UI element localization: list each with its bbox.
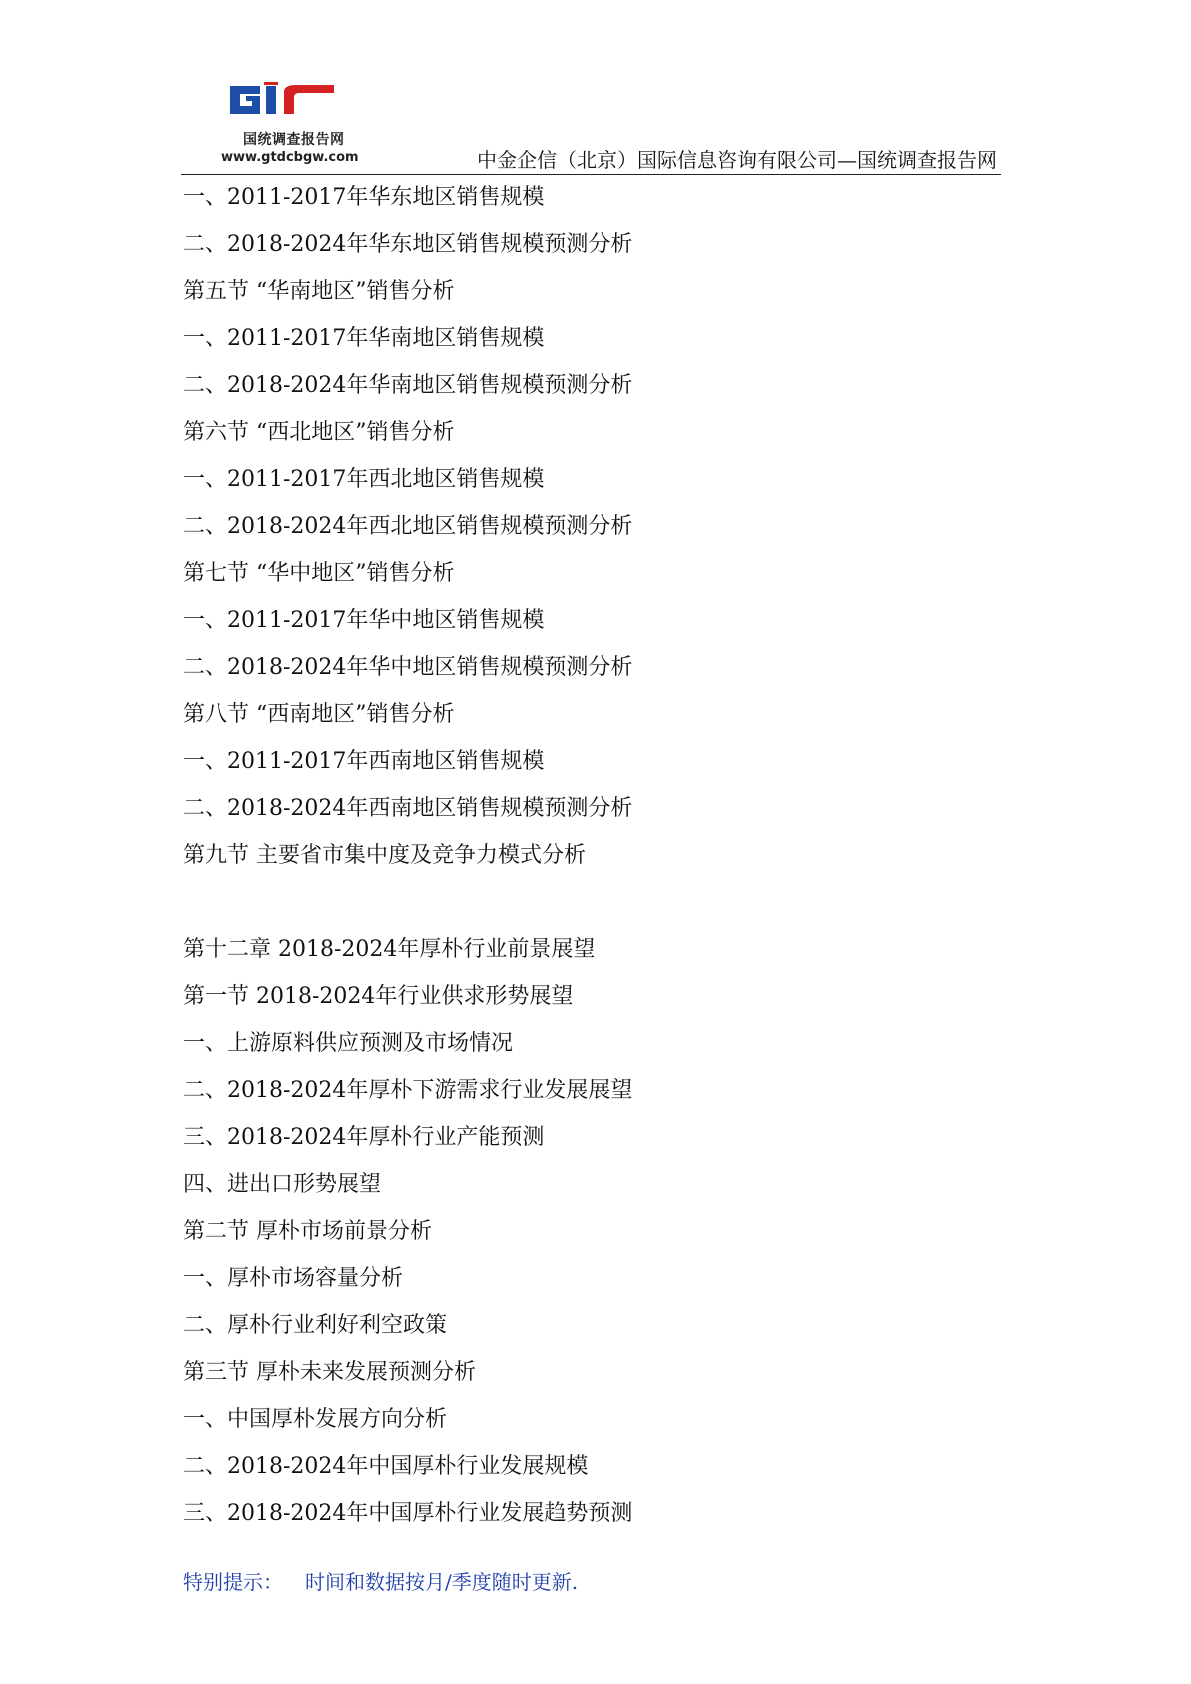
toc-line: 二、2018-2024年厚朴下游需求行业发展展望	[183, 1078, 633, 1103]
toc-line: 一、2011-2017年华南地区销售规模	[183, 326, 545, 351]
toc-line: 第一节 2018-2024年行业供求形势展望	[183, 984, 574, 1009]
toc-line: 一、2011-2017年西南地区销售规模	[183, 749, 545, 774]
chapter-title: 第十二章 2018-2024年厚朴行业前景展望	[183, 937, 596, 962]
toc-line: 二、2018-2024年西南地区销售规模预测分析	[183, 796, 633, 821]
toc-line: 第九节 主要省市集中度及竞争力模式分析	[183, 843, 586, 868]
toc-line: 一、厚朴市场容量分析	[183, 1266, 404, 1291]
toc-line: 二、厚朴行业利好利空政策	[183, 1313, 448, 1338]
toc-line: 一、中国厚朴发展方向分析	[183, 1407, 448, 1432]
toc-line: 二、2018-2024年华东地区销售规模预测分析	[183, 232, 633, 257]
company-name: 中金企信（北京）国际信息咨询有限公司—国统调查报告网	[477, 148, 997, 172]
notice-label: 特别提示：	[183, 1570, 283, 1594]
toc-line: 一、2011-2017年西北地区销售规模	[183, 467, 545, 492]
toc-line: 一、2011-2017年华中地区销售规模	[183, 608, 545, 633]
gir-logo-icon	[226, 82, 338, 116]
special-notice	[183, 1566, 578, 1595]
toc-line: 四、进出口形势展望	[183, 1172, 382, 1197]
toc-line: 第六节 “西北地区”销售分析	[183, 420, 455, 445]
logo	[221, 82, 371, 165]
logo-url: www.gtdcbgw.com	[221, 150, 359, 165]
toc-line: 二、2018-2024年中国厚朴行业发展规模	[183, 1454, 589, 1479]
toc-line: 三、2018-2024年厚朴行业产能预测	[183, 1125, 545, 1150]
toc-line: 第七节 “华中地区”销售分析	[183, 561, 455, 586]
toc-line: 第五节 “华南地区”销售分析	[183, 279, 455, 304]
toc-line: 二、2018-2024年华中地区销售规模预测分析	[183, 655, 633, 680]
toc-line: 三、2018-2024年中国厚朴行业发展趋势预测	[183, 1501, 633, 1526]
logo-title: 国统调查报告网	[243, 132, 345, 148]
notice-text: 时间和数据按月/季度随时更新.	[305, 1570, 579, 1594]
page-header	[181, 70, 1001, 175]
toc-line: 一、2011-2017年华东地区销售规模	[183, 185, 545, 210]
toc-line: 第二节 厚朴市场前景分析	[183, 1219, 432, 1244]
toc-line: 第三节 厚朴未来发展预测分析	[183, 1360, 476, 1385]
toc-line: 二、2018-2024年西北地区销售规模预测分析	[183, 514, 633, 539]
toc-line: 第八节 “西南地区”销售分析	[183, 702, 455, 727]
toc-line: 二、2018-2024年华南地区销售规模预测分析	[183, 373, 633, 398]
table-of-contents	[183, 180, 1003, 1543]
section-gap	[183, 885, 1003, 932]
toc-line: 一、上游原料供应预测及市场情况	[183, 1031, 514, 1056]
